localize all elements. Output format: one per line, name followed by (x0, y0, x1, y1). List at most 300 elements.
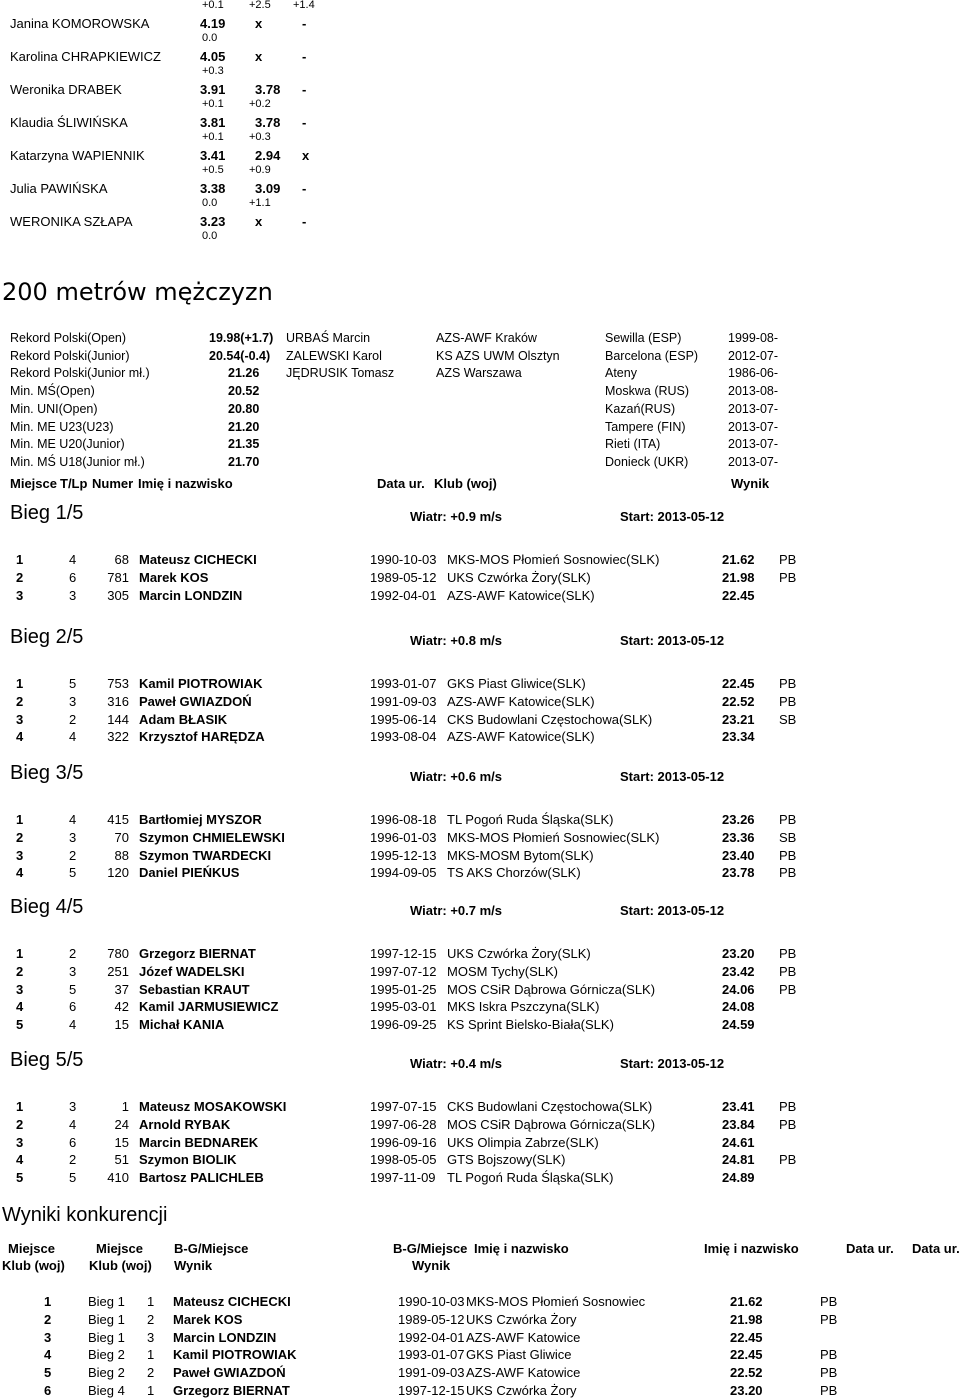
summary-result: 22.45 (730, 1347, 763, 1363)
row-note: PB (779, 569, 797, 585)
summary-result: 22.45 (730, 1329, 763, 1345)
row-club: AZS-AWF Katowice(SLK) (447, 729, 595, 745)
row-result: 21.98 (722, 569, 755, 585)
row-place: 3 (16, 981, 24, 997)
summary-note: PB (820, 1294, 838, 1309)
row-name: Marcin LONDZIN (139, 587, 243, 603)
row-name: Grzegorz BIERNAT (139, 946, 256, 961)
row-club: MKS Iskra Pszczyna(SLK) (447, 999, 600, 1015)
row-dob: 1992-04-01 (370, 587, 437, 603)
row-dob: 1995-06-14 (370, 711, 437, 727)
row-bib: 415 (107, 812, 129, 827)
summary-name: Kamil PIOTROWIAK (173, 1347, 297, 1363)
row-name: Szymon BIOLIK (139, 1152, 237, 1168)
summary-header: Klub (woj) (89, 1258, 152, 1273)
row-bib: 68 (114, 552, 129, 567)
record-date: 1999-08- (728, 331, 779, 345)
row-lane: 4 (69, 1017, 77, 1033)
row-dob: 1997-12-15 (370, 946, 437, 961)
record-place: Barcelona (ESP) (605, 348, 699, 363)
row-place: 1 (16, 812, 24, 827)
row-note: PB (779, 981, 797, 997)
row-dob: 1989-05-12 (370, 569, 437, 585)
record-result: 19.98(+1.7) (209, 331, 274, 345)
row-club: GKS Piast Gliwice(SLK) (447, 676, 586, 691)
summary-heat: Bieg 4 (88, 1383, 125, 1398)
attempt-3: - (302, 49, 307, 64)
row-dob: 1996-09-25 (370, 1017, 437, 1033)
heat-start: Start: 2013-05-12 (620, 769, 725, 784)
row-result: 22.45 (722, 587, 755, 603)
summary-club: AZS-AWF Katowice (466, 1329, 581, 1345)
row-result: 24.08 (722, 999, 755, 1015)
row-place: 3 (16, 1134, 24, 1150)
row-club: UKS Olimpia Zabrze(SLK) (447, 1134, 599, 1150)
row-result: 23.78 (722, 865, 755, 881)
wind-1: +0.3 (202, 65, 224, 77)
record-result: 21.26 (228, 366, 260, 381)
row-lane: 3 (69, 963, 77, 979)
row-result: 24.06 (722, 981, 755, 997)
record-date: 2013-07- (728, 454, 779, 469)
row-dob: 1990-10-03 (370, 552, 437, 567)
row-lane: 4 (69, 552, 77, 567)
summary-result: 21.62 (730, 1294, 763, 1309)
row-result: 23.26 (722, 812, 755, 827)
record-result: 21.20 (228, 419, 260, 434)
row-lane: 2 (69, 847, 77, 863)
wind-1: 0.0 (202, 197, 218, 209)
row-bib: 15 (114, 1134, 129, 1150)
row-note: PB (779, 812, 797, 827)
row-bib: 322 (107, 729, 129, 745)
row-dob: 1996-08-18 (370, 812, 437, 827)
row-lane: 4 (69, 812, 77, 827)
summary-note: PB (820, 1383, 838, 1398)
row-place: 1 (16, 946, 24, 961)
row-result: 21.62 (722, 552, 755, 567)
record-place: Tampere (FIN) (605, 419, 686, 434)
summary-dob: 1991-09-03 (398, 1365, 465, 1381)
summary-dob: 1993-01-07 (398, 1347, 465, 1363)
header-club: Klub (woj) (434, 476, 497, 491)
row-place: 2 (16, 829, 24, 845)
row-club: GTS Bojszowy(SLK) (447, 1152, 566, 1168)
row-note: PB (779, 552, 797, 567)
row-bib: 410 (107, 1170, 129, 1186)
row-place: 3 (16, 711, 24, 727)
row-place: 4 (16, 999, 24, 1015)
row-club: MKS-MOSM Bytom(SLK) (447, 847, 594, 863)
attempt-2: 3.09 (255, 181, 281, 196)
attempt-1: 3.38 (200, 181, 226, 196)
row-result: 24.81 (722, 1152, 755, 1168)
row-club: MOSM Tychy(SLK) (447, 963, 559, 979)
row-dob: 1997-07-15 (370, 1099, 437, 1114)
attempt-3: - (302, 181, 307, 196)
row-bib: 51 (114, 1152, 129, 1168)
summary-dob: 1992-04-01 (398, 1329, 465, 1345)
row-bib: 37 (114, 981, 129, 997)
attempt-2: x (255, 49, 263, 64)
record-date: 1986-06- (728, 366, 779, 381)
heat-title: Bieg 3/5 (10, 762, 84, 784)
summary-club: GKS Piast Gliwice (466, 1347, 572, 1363)
heat-title: Bieg 1/5 (10, 502, 84, 524)
row-name: Szymon CHMIELEWSKI (139, 829, 285, 845)
row-place: 3 (16, 587, 24, 603)
record-place: Moskwa (RUS) (605, 384, 690, 399)
row-note: SB (779, 829, 797, 845)
header-result: Wynik (731, 476, 770, 491)
row-dob: 1993-08-04 (370, 729, 437, 745)
attempt-3: - (302, 16, 307, 31)
row-lane: 4 (69, 729, 77, 745)
row-dob: 1998-05-05 (370, 1152, 437, 1168)
attempt-1: 3.81 (200, 115, 226, 130)
row-bib: 42 (114, 999, 129, 1015)
row-lane: 5 (69, 981, 77, 997)
athlete-name: Klaudia ŚLIWIŃSKA (10, 115, 128, 130)
record-result: 20.80 (228, 401, 260, 416)
row-result: 22.45 (722, 676, 755, 691)
row-name: Kamil JARMUSIEWICZ (139, 999, 279, 1015)
summary-name: Paweł GWIAZDOŃ (173, 1365, 286, 1381)
record-date: 2013-07- (728, 419, 779, 434)
row-dob: 1997-06-28 (370, 1116, 437, 1132)
row-result: 23.42 (722, 963, 755, 979)
record-label: Rekord Polski(Open) (10, 331, 127, 345)
attempt-3: - (302, 115, 307, 130)
record-athlete: ZALEWSKI Karol (286, 348, 382, 363)
summary-club: UKS Czwórka Żory (466, 1311, 577, 1327)
summary-heat: Bieg 1 (88, 1329, 125, 1345)
row-result: 22.52 (722, 693, 755, 709)
row-bib: 15 (114, 1017, 129, 1033)
record-label: Min. MŚ(Open) (10, 384, 95, 399)
row-bib: 1 (121, 1099, 129, 1114)
row-dob: 1995-12-13 (370, 847, 437, 863)
row-bib: 316 (107, 693, 129, 709)
summary-heat-place: 2 (147, 1311, 155, 1327)
row-note: PB (779, 963, 797, 979)
row-result: 23.34 (722, 729, 755, 745)
row-place: 2 (16, 693, 24, 709)
row-result: 23.21 (722, 711, 755, 727)
summary-name: Grzegorz BIERNAT (173, 1383, 290, 1398)
row-name: Arnold RYBAK (139, 1116, 231, 1132)
row-club: TL Pogoń Ruda Śląska(SLK) (447, 1170, 614, 1186)
row-name: Bartosz PALICHLEB (139, 1170, 264, 1186)
row-result: 23.20 (722, 946, 755, 961)
row-note: PB (779, 865, 797, 881)
attempt-1: 4.05 (200, 49, 226, 64)
row-bib: 24 (114, 1116, 129, 1132)
attempt-3: x (302, 148, 310, 163)
event-title: 200 metrów mężczyzn (2, 278, 273, 306)
row-note: PB (779, 1099, 797, 1114)
row-dob: 1997-11-09 (370, 1170, 436, 1186)
wind-1: +0.1 (202, 0, 224, 11)
summary-header: Data ur. (846, 1241, 894, 1256)
row-dob: 1996-01-03 (370, 829, 437, 845)
row-place: 1 (16, 676, 24, 691)
summary-heat: Bieg 2 (88, 1365, 125, 1381)
attempt-1: 3.23 (200, 214, 226, 229)
row-place: 4 (16, 865, 24, 881)
attempt-2: 2.94 (255, 148, 281, 163)
record-label: Rekord Polski(Junior mł.) (10, 366, 150, 381)
summary-header: Wynik (412, 1258, 451, 1273)
row-bib: 70 (114, 829, 129, 845)
row-note: PB (779, 1116, 797, 1132)
row-name: Mateusz MOSAKOWSKI (139, 1099, 287, 1114)
summary-heat: Bieg 1 (88, 1311, 125, 1327)
row-dob: 1996-09-16 (370, 1134, 437, 1150)
row-name: Kamil PIOTROWIAK (139, 676, 263, 691)
row-name: Paweł GWIAZDOŃ (139, 693, 252, 709)
attempt-2: x (255, 214, 263, 229)
record-club: KS AZS UWM Olsztyn (436, 348, 560, 363)
summary-heat-place: 3 (147, 1329, 155, 1345)
row-result: 24.89 (722, 1170, 755, 1186)
record-date: 2013-07- (728, 401, 779, 416)
row-name: Bartłomiej MYSZOR (139, 812, 262, 827)
heat-wind: Wiatr: +0.7 m/s (410, 903, 503, 918)
record-athlete: URBAŚ Marcin (286, 331, 371, 345)
row-lane: 2 (69, 1152, 77, 1168)
row-name: Marek KOS (139, 569, 209, 585)
record-date: 2013-07- (728, 437, 779, 452)
row-dob: 1997-07-12 (370, 963, 437, 979)
heat-start: Start: 2013-05-12 (620, 903, 725, 918)
row-bib: 753 (107, 676, 129, 691)
row-club: CKS Budowlani Częstochowa(SLK) (447, 1099, 653, 1114)
summary-note: PB (820, 1365, 838, 1381)
row-result: 24.61 (722, 1134, 755, 1150)
row-lane: 3 (69, 587, 77, 603)
row-result: 23.84 (722, 1116, 755, 1132)
row-place: 5 (16, 1170, 24, 1186)
header-name: Imię i nazwisko (138, 476, 233, 491)
record-place: Kazań(RUS) (605, 401, 676, 416)
summary-header: Miejsce (8, 1241, 55, 1256)
athlete-name: Julia PAWIŃSKA (10, 181, 108, 196)
attempt-2: 3.78 (255, 115, 281, 130)
heat-title: Bieg 4/5 (10, 896, 84, 918)
row-lane: 5 (69, 676, 77, 691)
header-lane: T/Lp (60, 476, 88, 491)
wind-1: +0.1 (202, 131, 224, 143)
row-lane: 6 (69, 1134, 77, 1150)
row-bib: 88 (114, 847, 129, 863)
row-place: 1 (16, 1099, 24, 1114)
row-name: Szymon TWARDECKI (139, 847, 272, 863)
summary-result: 23.20 (730, 1383, 763, 1398)
row-club: MKS-MOS Płomień Sosnowiec(SLK) (447, 829, 660, 845)
attempt-1: 4.19 (200, 16, 226, 31)
heat-start: Start: 2013-05-12 (620, 1056, 725, 1071)
summary-header: Imię i nazwisko (704, 1241, 799, 1256)
row-club: UKS Czwórka Żory(SLK) (447, 569, 591, 585)
summary-name: Mateusz CICHECKI (173, 1294, 291, 1309)
row-lane: 3 (69, 1099, 77, 1114)
record-label: Min. UNI(Open) (10, 401, 98, 416)
row-name: Sebastian KRAUT (139, 981, 250, 997)
row-result: 23.41 (722, 1099, 755, 1114)
summary-place: 4 (44, 1347, 52, 1363)
row-club: CKS Budowlani Częstochowa(SLK) (447, 711, 653, 727)
row-place: 2 (16, 1116, 24, 1132)
heat-wind: Wiatr: +0.8 m/s (410, 633, 503, 648)
summary-place: 2 (44, 1311, 52, 1327)
row-lane: 4 (69, 1116, 77, 1132)
summary-header: Wynik (174, 1258, 213, 1273)
summary-heat: Bieg 2 (88, 1347, 125, 1363)
summary-club: MKS-MOS Płomień Sosnowiec (466, 1294, 646, 1309)
row-place: 2 (16, 569, 24, 585)
summary-header: B-G/Miejsce (393, 1241, 468, 1256)
summary-place: 1 (44, 1294, 52, 1309)
record-result: 20.54(-0.4) (209, 348, 271, 363)
row-place: 5 (16, 1017, 24, 1033)
record-athlete: JĘDRUSIK Tomasz (286, 366, 395, 381)
attempt-2: x (255, 16, 263, 31)
row-name: Mateusz CICHECKI (139, 552, 257, 567)
row-name: Daniel PIEŃKUS (139, 865, 240, 881)
row-bib: 144 (107, 711, 129, 727)
row-name: Adam BŁASIK (139, 711, 228, 727)
row-name: Krzysztof HARĘDZA (139, 729, 265, 745)
wind-2: +1.1 (249, 197, 271, 209)
row-club: MOS CSiR Dąbrowa Górnicza(SLK) (447, 981, 656, 997)
row-dob: 1995-03-01 (370, 999, 437, 1015)
row-club: UKS Czwórka Żory(SLK) (447, 946, 591, 961)
heat-wind: Wiatr: +0.9 m/s (410, 509, 503, 524)
heat-start: Start: 2013-05-12 (620, 633, 725, 648)
record-result: 21.35 (228, 437, 260, 452)
row-lane: 3 (69, 829, 77, 845)
summary-heat: Bieg 1 (88, 1294, 125, 1309)
row-place: 4 (16, 729, 24, 745)
athlete-name: Janina KOMOROWSKA (10, 16, 150, 31)
summary-title: Wyniki konkurencji (2, 1204, 168, 1226)
heat-title: Bieg 5/5 (10, 1049, 84, 1071)
wind-1: +0.5 (202, 164, 224, 176)
athlete-name: Katarzyna WAPIENNIK (10, 148, 145, 163)
row-name: Józef WADELSKI (139, 963, 245, 979)
summary-heat-place: 2 (147, 1365, 155, 1381)
row-note: PB (779, 693, 797, 709)
summary-place: 6 (44, 1383, 52, 1398)
row-note: SB (779, 711, 797, 727)
attempt-1: 3.41 (200, 148, 226, 163)
record-place: Donieck (UKR) (605, 454, 689, 469)
row-club: AZS-AWF Katowice(SLK) (447, 587, 595, 603)
heat-start: Start: 2013-05-12 (620, 509, 725, 524)
header-bib: Numer (92, 476, 134, 491)
wind-2: +0.2 (249, 98, 271, 110)
row-lane: 6 (69, 569, 77, 585)
athlete-name: Weronika DRABEK (10, 82, 122, 97)
summary-header: B-G/Miejsce (174, 1241, 249, 1256)
summary-name: Marek KOS (173, 1311, 243, 1327)
row-dob: 1993-01-07 (370, 676, 437, 691)
wind-1: 0.0 (202, 230, 218, 242)
row-note: PB (779, 1152, 797, 1168)
row-place: 3 (16, 847, 24, 863)
wind-2: +0.3 (249, 131, 271, 143)
summary-header: Klub (woj) (2, 1258, 65, 1273)
record-club: AZS-AWF Kraków (436, 331, 537, 345)
row-dob: 1994-09-05 (370, 865, 437, 881)
summary-header: Data ur. (912, 1241, 960, 1256)
record-label: Min. ME U20(Junior) (10, 437, 125, 452)
row-bib: 120 (107, 865, 129, 881)
record-place: Sewilla (ESP) (605, 331, 682, 345)
row-bib: 780 (107, 946, 129, 961)
row-place: 4 (16, 1152, 24, 1168)
row-club: MKS-MOS Płomień Sosnowiec(SLK) (447, 552, 660, 567)
header-place: Miejsce (10, 476, 57, 491)
athlete-name: WERONIKA SZŁAPA (10, 214, 133, 229)
row-result: 23.40 (722, 847, 755, 863)
wind-2: +0.9 (249, 164, 271, 176)
summary-result: 22.52 (730, 1365, 763, 1381)
summary-heat-place: 1 (147, 1347, 155, 1363)
row-note: PB (779, 946, 797, 961)
row-place: 2 (16, 963, 24, 979)
row-lane: 3 (69, 693, 77, 709)
record-label: Min. ME U23(U23) (10, 419, 114, 434)
record-date: 2013-08- (728, 384, 779, 399)
summary-place: 3 (44, 1329, 52, 1345)
row-note: PB (779, 847, 797, 863)
record-place: Ateny (605, 366, 637, 381)
attempt-3: - (302, 214, 307, 229)
record-club: AZS Warszawa (436, 366, 522, 381)
summary-header: Miejsce (96, 1241, 143, 1256)
attempt-2: 3.78 (255, 82, 281, 97)
row-club: TL Pogoń Ruda Śląska(SLK) (447, 812, 614, 827)
record-result: 21.70 (228, 454, 260, 469)
record-label: Rekord Polski(Junior) (10, 348, 130, 363)
row-result: 23.36 (722, 829, 755, 845)
heat-title: Bieg 2/5 (10, 626, 84, 648)
summary-note: PB (820, 1347, 838, 1363)
summary-heat-place: 1 (147, 1294, 155, 1309)
heat-wind: Wiatr: +0.4 m/s (410, 1056, 503, 1071)
row-name: Michał KANIA (139, 1017, 225, 1033)
summary-header: Imię i nazwisko (474, 1241, 569, 1256)
attempt-3: - (302, 82, 307, 97)
attempt-1: 3.91 (200, 82, 226, 97)
row-club: MOS CSiR Dąbrowa Górnicza(SLK) (447, 1116, 656, 1132)
row-club: KS Sprint Bielsko-Biała(SLK) (447, 1017, 614, 1033)
wind-1: +0.1 (202, 98, 224, 110)
wind-3: +1.4 (293, 0, 315, 11)
summary-club: AZS-AWF Katowice (466, 1365, 581, 1381)
row-dob: 1991-09-03 (370, 693, 437, 709)
row-lane: 5 (69, 865, 77, 881)
summary-heat-place: 1 (147, 1383, 155, 1398)
record-date: 2012-07- (728, 348, 779, 363)
summary-dob: 1989-05-12 (398, 1311, 465, 1327)
summary-place: 5 (44, 1365, 52, 1381)
row-lane: 2 (69, 946, 77, 961)
row-lane: 6 (69, 999, 77, 1015)
row-note: PB (779, 676, 797, 691)
